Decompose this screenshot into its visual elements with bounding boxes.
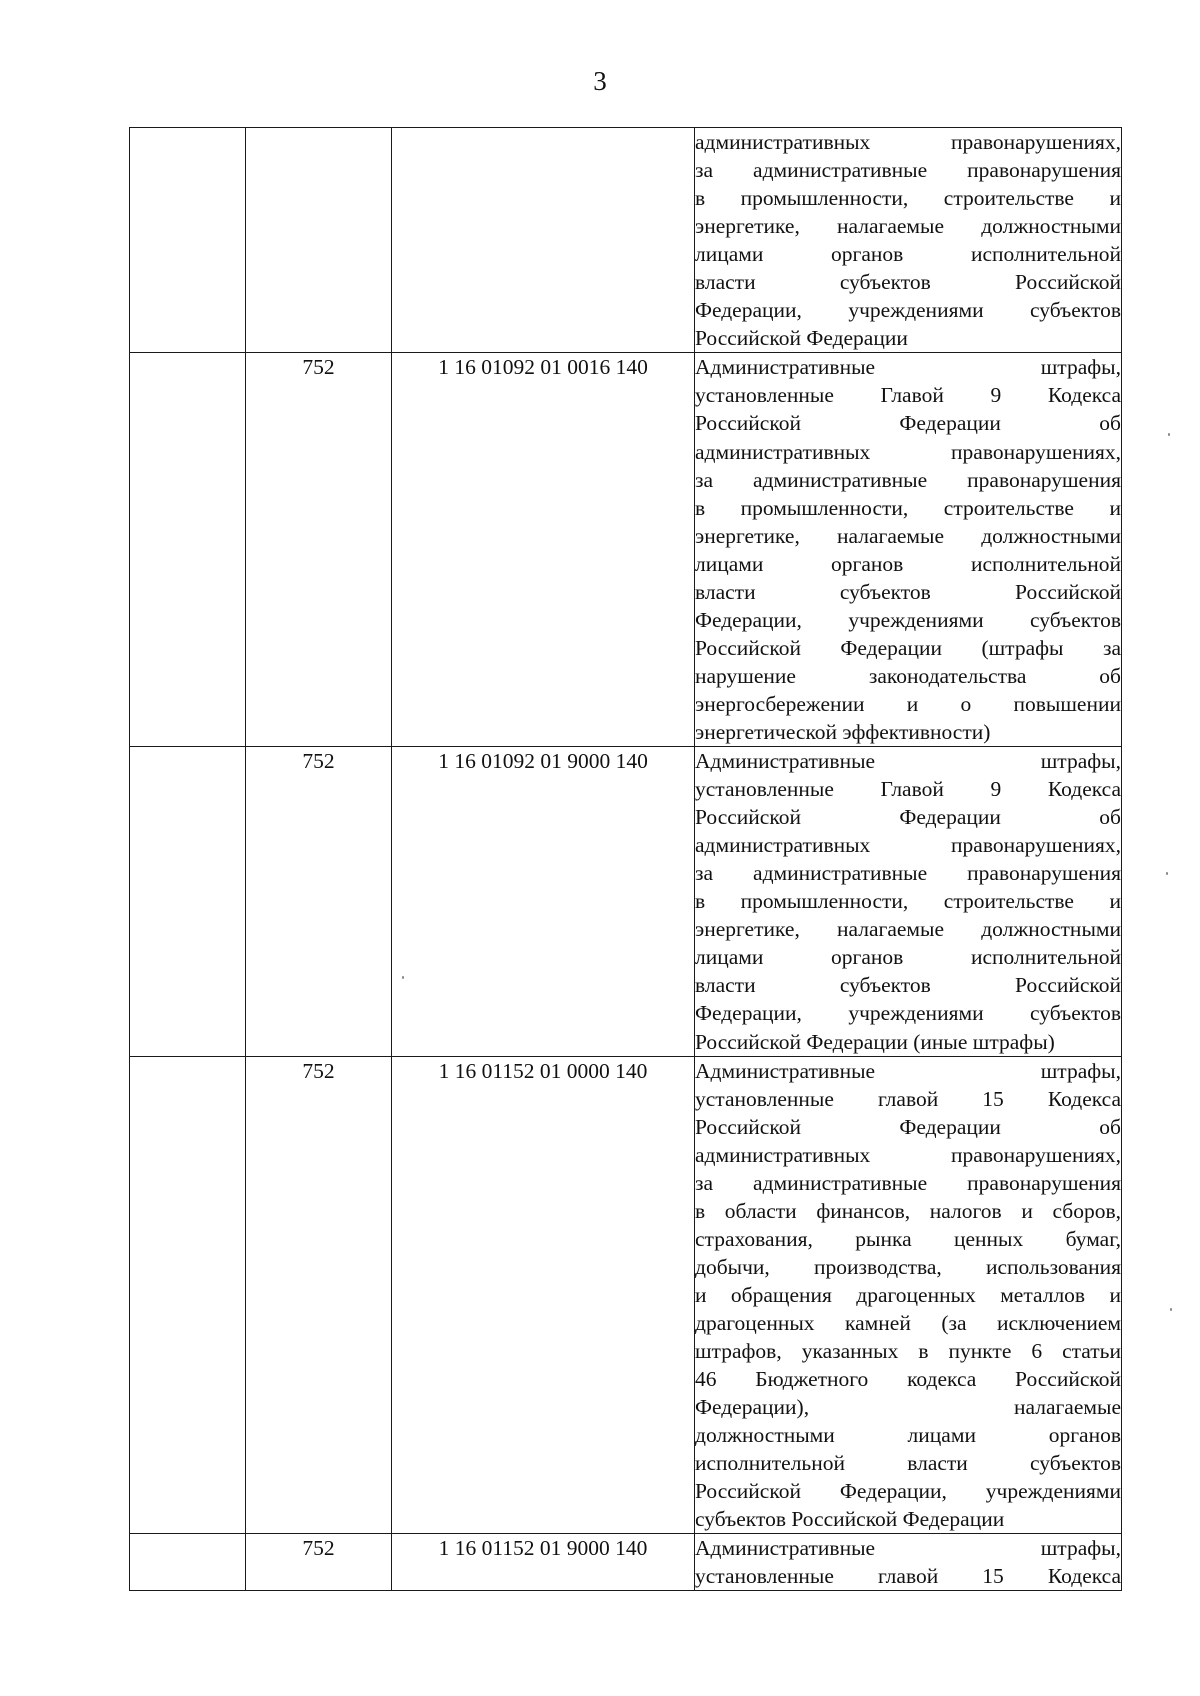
description-line: административных правонарушениях, bbox=[695, 833, 1121, 858]
description-line: энергосбережении и о повышении bbox=[695, 691, 1121, 716]
kbk-code-cell: 1 16 01152 01 0000 140 bbox=[392, 1056, 695, 1534]
description-line: Административные штрафы, bbox=[695, 355, 1121, 380]
description-line: Федерации, учреждениями субъектов bbox=[695, 298, 1121, 323]
admin-code-cell: 752 bbox=[246, 1056, 392, 1534]
description-line: в области финансов, налогов и сборов, bbox=[695, 1198, 1121, 1223]
table-row bbox=[130, 1056, 1122, 1534]
admin-code-cell bbox=[246, 128, 392, 353]
description-line: нарушение законодательства об bbox=[695, 663, 1121, 688]
kbk-code-cell: 1 16 01092 01 9000 140 bbox=[392, 747, 695, 1057]
description-line: Административные штрафы, bbox=[695, 1058, 1121, 1083]
description-line: драгоценных камней (за исключением bbox=[695, 1310, 1121, 1335]
description-line: за административные правонарушения bbox=[695, 467, 1121, 492]
table-body bbox=[130, 128, 1122, 1591]
table-row bbox=[130, 747, 1122, 1057]
kbk-code-cell: 1 16 01152 01 9000 140 bbox=[392, 1534, 695, 1591]
kbk-code-cell bbox=[392, 128, 695, 353]
description-cell bbox=[695, 1056, 1122, 1534]
description-line: власти субъектов Российской bbox=[695, 973, 1121, 998]
description-line: исполнительной власти субъектов bbox=[695, 1451, 1121, 1476]
scan-speck bbox=[1166, 872, 1168, 875]
description-line: Российской Федерации об bbox=[695, 1114, 1121, 1139]
description-line: штрафов, указанных в пункте 6 статьи bbox=[695, 1339, 1121, 1364]
description-cell bbox=[695, 747, 1122, 1057]
description-line: административных правонарушениях, bbox=[695, 1142, 1121, 1167]
description-line: лицами органов исполнительной bbox=[695, 242, 1121, 267]
description-line: 46 Бюджетного кодекса Российской bbox=[695, 1367, 1121, 1392]
description-line: энергетической эффективности) bbox=[695, 719, 991, 744]
page-number: 3 bbox=[593, 66, 607, 96]
kbk-code-cell: 1 16 01092 01 0016 140 bbox=[392, 353, 695, 747]
description-line: Российской Федерации об bbox=[695, 411, 1121, 436]
empty-cell bbox=[130, 1056, 246, 1534]
description-cell bbox=[695, 1534, 1122, 1591]
description-line: Административные штрафы, bbox=[695, 1536, 1121, 1561]
description-cell bbox=[695, 353, 1122, 747]
table-row bbox=[130, 128, 1122, 353]
description-line: Федерации), налагаемые bbox=[695, 1395, 1121, 1420]
budget-codes-table bbox=[129, 127, 1122, 1591]
empty-cell bbox=[130, 1534, 246, 1591]
description-line: установленные Главой 9 Кодекса bbox=[695, 383, 1121, 408]
description-line: за административные правонарушения bbox=[695, 1170, 1121, 1195]
description-line: административных правонарушениях, bbox=[695, 439, 1121, 464]
description-line: энергетике, налагаемые должностными bbox=[695, 523, 1121, 548]
description-line: энергетике, налагаемые должностными bbox=[695, 214, 1121, 239]
description-line: Российской Федерации, учреждениями bbox=[695, 1479, 1121, 1504]
empty-cell bbox=[130, 128, 246, 353]
description-line: должностными лицами органов bbox=[695, 1423, 1121, 1448]
description-line: административных правонарушениях, bbox=[695, 130, 1121, 154]
description-line: лицами органов исполнительной bbox=[695, 551, 1121, 576]
description-line: власти субъектов Российской bbox=[695, 270, 1121, 295]
description-line: в промышленности, строительстве и bbox=[695, 889, 1121, 914]
empty-cell bbox=[130, 747, 246, 1057]
description-line: власти субъектов Российской bbox=[695, 579, 1121, 604]
description-line: добычи, производства, использования bbox=[695, 1254, 1121, 1279]
description-line: установленные главой 15 Кодекса bbox=[695, 1564, 1121, 1589]
description-line: за административные правонарушения bbox=[695, 861, 1121, 886]
scan-speck bbox=[1170, 1308, 1172, 1311]
description-line: субъектов Российской Федерации bbox=[695, 1507, 1005, 1532]
description-line: в промышленности, строительстве и bbox=[695, 495, 1121, 520]
description-line: и обращения драгоценных металлов и bbox=[695, 1282, 1121, 1307]
description-line: лицами органов исполнительной bbox=[695, 945, 1121, 970]
scan-speck bbox=[402, 976, 404, 979]
table-row bbox=[130, 353, 1122, 747]
description-line: в промышленности, строительстве и bbox=[695, 186, 1121, 211]
description-line: Административные штрафы, bbox=[695, 749, 1121, 774]
description-line: установленные Главой 9 Кодекса bbox=[695, 777, 1121, 802]
scan-speck bbox=[1168, 433, 1170, 436]
description-line: Российской Федерации (штрафы за bbox=[695, 635, 1121, 660]
description-line: Федерации, учреждениями субъектов bbox=[695, 607, 1121, 632]
description-line: Федерации, учреждениями субъектов bbox=[695, 1001, 1121, 1026]
admin-code-cell: 752 bbox=[246, 353, 392, 747]
empty-cell bbox=[130, 353, 246, 747]
description-line: страхования, рынка ценных бумаг, bbox=[695, 1226, 1121, 1251]
admin-code-cell: 752 bbox=[246, 747, 392, 1057]
description-line: Российской Федерации об bbox=[695, 805, 1121, 830]
description-line: энергетике, налагаемые должностными bbox=[695, 917, 1121, 942]
description-line: Российской Федерации bbox=[695, 326, 908, 351]
description-cell bbox=[695, 128, 1122, 353]
description-line: за административные правонарушения bbox=[695, 158, 1121, 183]
admin-code-cell: 752 bbox=[246, 1534, 392, 1591]
description-line: установленные главой 15 Кодекса bbox=[695, 1086, 1121, 1111]
table-row bbox=[130, 1534, 1122, 1591]
description-line: Российской Федерации (иные штрафы) bbox=[695, 1029, 1055, 1054]
